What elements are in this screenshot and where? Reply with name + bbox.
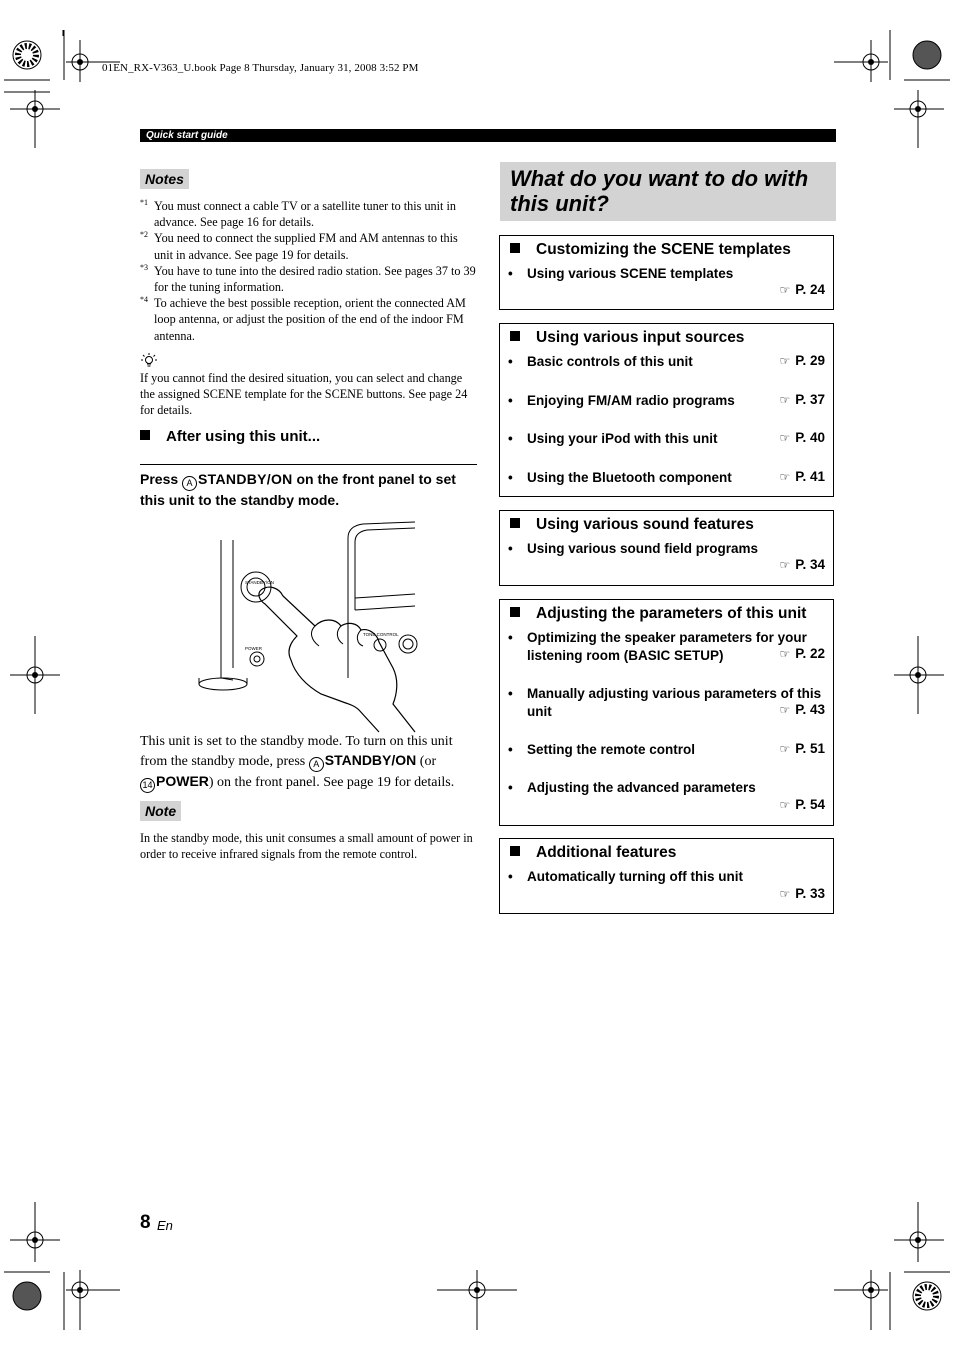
section-title-text: Customizing the SCENE templates [536,241,791,258]
item-text: Setting the remote control [527,742,696,757]
note-text: In the standby mode, this unit consumes a small amount of power in order to receive infrared signals from the remote control. [140,831,473,862]
page-ref: P. 43 [795,702,825,717]
square-bullet-icon [510,846,520,856]
body-text: (or [419,754,437,769]
square-bullet-icon [140,430,150,440]
pointing-hand-icon: ☞ [779,887,791,901]
item-text: Using the Bluetooth component [527,470,732,485]
item-text: Automatically turning off this unit [527,869,743,884]
header-bar [140,129,836,142]
body-text: ) on the front panel. See page 19 for details. [208,775,455,790]
page-ref: P. 40 [795,430,825,445]
press-word: Press [140,471,179,487]
note-text: You must connect a cable TV or a satellite tuner to this unit in advance. See page 16 for details. [154,199,456,230]
section-box: Adjusting the parameters of this unit • Optimizing the speaker parameters for your listening room (BASIC SETUP) ☞ P. 22 • Manually adjusting various parameters of this unit ☞ P. 43 • Setting the remote control ☞ P. 51 • Adjusting the advanced parameters ☞ P. 54 [499,599,834,826]
page-ref-link[interactable] [779,797,825,812]
heading-text: After using this unit... [166,428,321,445]
item-text: Using your iPod with this unit [527,431,718,446]
main-title: What do you want to do with this unit? [510,166,809,216]
key-letter-icon: A [309,757,324,772]
key-name: POWER [156,773,209,789]
section-title-text: Adjusting the parameters of this unit [536,605,807,622]
page-ref: P. 24 [795,282,825,297]
section-title-text: Using various sound features [536,516,754,533]
section-title [510,844,676,862]
note-mark: *4 [140,295,148,305]
section-box: Additional features • Automatically turning off this unit ☞ P. 33 [499,838,834,914]
page-ref-link[interactable] [779,702,825,717]
section-title [510,516,754,534]
page-ref-link[interactable] [779,353,825,368]
divider [140,464,477,465]
page-ref-link[interactable] [779,282,825,297]
section-box: Using various sound features • Using various sound field programs ☞ P. 34 [499,510,834,586]
pointing-hand-icon: ☞ [779,283,791,297]
section-title [510,329,744,347]
after-using-heading [140,428,320,445]
item-text: Manually adjusting various parameters of this unit [527,686,822,719]
item-text: Basic controls of this unit [527,354,693,369]
square-bullet-icon [510,518,520,528]
page-ref: P. 22 [795,646,825,661]
note-text: To achieve the best possible reception, orient the connected AM loop antenna, or adjust the position of the end of the indoor FM antenna. [154,296,466,343]
square-bullet-icon [510,331,520,341]
page-ref: P. 54 [795,797,825,812]
item-text: Adjusting the advanced parameters [527,780,756,795]
section-title-text: Using various input sources [536,329,745,346]
note-item [140,198,476,230]
note-label: Note [140,801,181,821]
section-title [510,241,791,259]
section-box: Using various input sources • Basic controls of this unit ☞ P. 29 • Enjoying FM/AM radio programs ☞ P. 37 • Using your iPod with this unit ☞ P. 40 • Using the Bluetooth component ☞ P. 41 [499,323,834,497]
page-ref: P. 29 [795,353,825,368]
note-mark: *2 [140,230,148,240]
item-text: Using various SCENE templates [527,266,734,281]
page-number: 8 [140,1212,151,1233]
page-ref: P. 34 [795,557,825,572]
book-info: 01EN_RX-V363_U.book Page 8 Thursday, January 31, 2008 3:52 PM [102,62,419,74]
section-box: Customizing the SCENE templates • Using various SCENE templates ☞ P. 24 [499,235,834,310]
pointing-hand-icon: ☞ [779,647,791,661]
pointing-hand-icon: ☞ [779,470,791,484]
note-item [140,263,476,295]
panel-label: STANDBY/ON [245,580,274,585]
body-text: This unit is set to the standby mode. To turn on this unit from the standby mode, press [140,734,453,769]
panel-label: POWER [245,646,263,651]
page-ref: P. 33 [795,886,825,901]
page-ref-link[interactable] [779,430,825,445]
pointing-hand-icon: ☞ [779,354,791,368]
note-text: You have to tune into the desired radio station. See pages 37 to 39 for the tuning information. [154,263,476,295]
page-ref-link[interactable] [779,646,825,661]
key-name: STANDBY/ON [324,752,417,768]
page-language: En [157,1218,173,1233]
notes-label: Notes [140,169,189,189]
main-title-box [500,162,836,221]
note-text: You need to connect the supplied FM and AM antennas to this unit in advance. See page 19 for details. [154,231,458,262]
square-bullet-icon [510,607,520,617]
page-ref-link[interactable] [779,741,825,756]
item-text: Using various sound field programs [527,541,759,556]
section-title-text: Additional features [536,844,677,861]
page-ref: P. 41 [795,469,825,484]
standby-description [140,733,480,793]
page-ref-link[interactable] [779,469,825,484]
pointing-hand-icon: ☞ [779,558,791,572]
page-ref-link[interactable] [779,557,825,572]
note-item [140,295,476,344]
pointing-hand-icon: ☞ [779,431,791,445]
standby-illustration [183,518,418,736]
lightbulb-icon [140,352,158,368]
key-name: STANDBY/ON [198,471,293,487]
page-ref-link[interactable] [779,392,825,407]
note-item [140,230,476,262]
note-mark: *3 [140,262,148,272]
square-bullet-icon [510,243,520,253]
section-title [510,605,806,623]
section-label: Quick start guide [146,130,228,141]
pointing-hand-icon: ☞ [779,393,791,407]
key-letter-icon: A [182,476,197,491]
notes-list [140,198,476,344]
pointing-hand-icon: ☞ [779,742,791,756]
item-text: Optimizing the speaker parameters for your listening room (BASIC SETUP) [527,630,807,663]
page-ref-link[interactable] [779,886,825,901]
key-number-icon: 14 [140,778,155,793]
pointing-hand-icon: ☞ [779,703,791,717]
page-ref: P. 37 [795,392,825,407]
note-mark: *1 [140,198,148,207]
page-ref: P. 51 [795,741,825,756]
tip-text: If you cannot find the desired situation, you can select and change the assigned SCENE template for the SCENE buttons. See page 24 for details. [140,371,468,418]
press-rest: on the front panel to set this unit to the standby mode. [140,471,456,508]
panel-label: TONE CONTROL [363,632,399,637]
item-text: Enjoying FM/AM radio programs [527,393,735,408]
press-instruction [140,470,480,510]
pointing-hand-icon: ☞ [779,798,791,812]
